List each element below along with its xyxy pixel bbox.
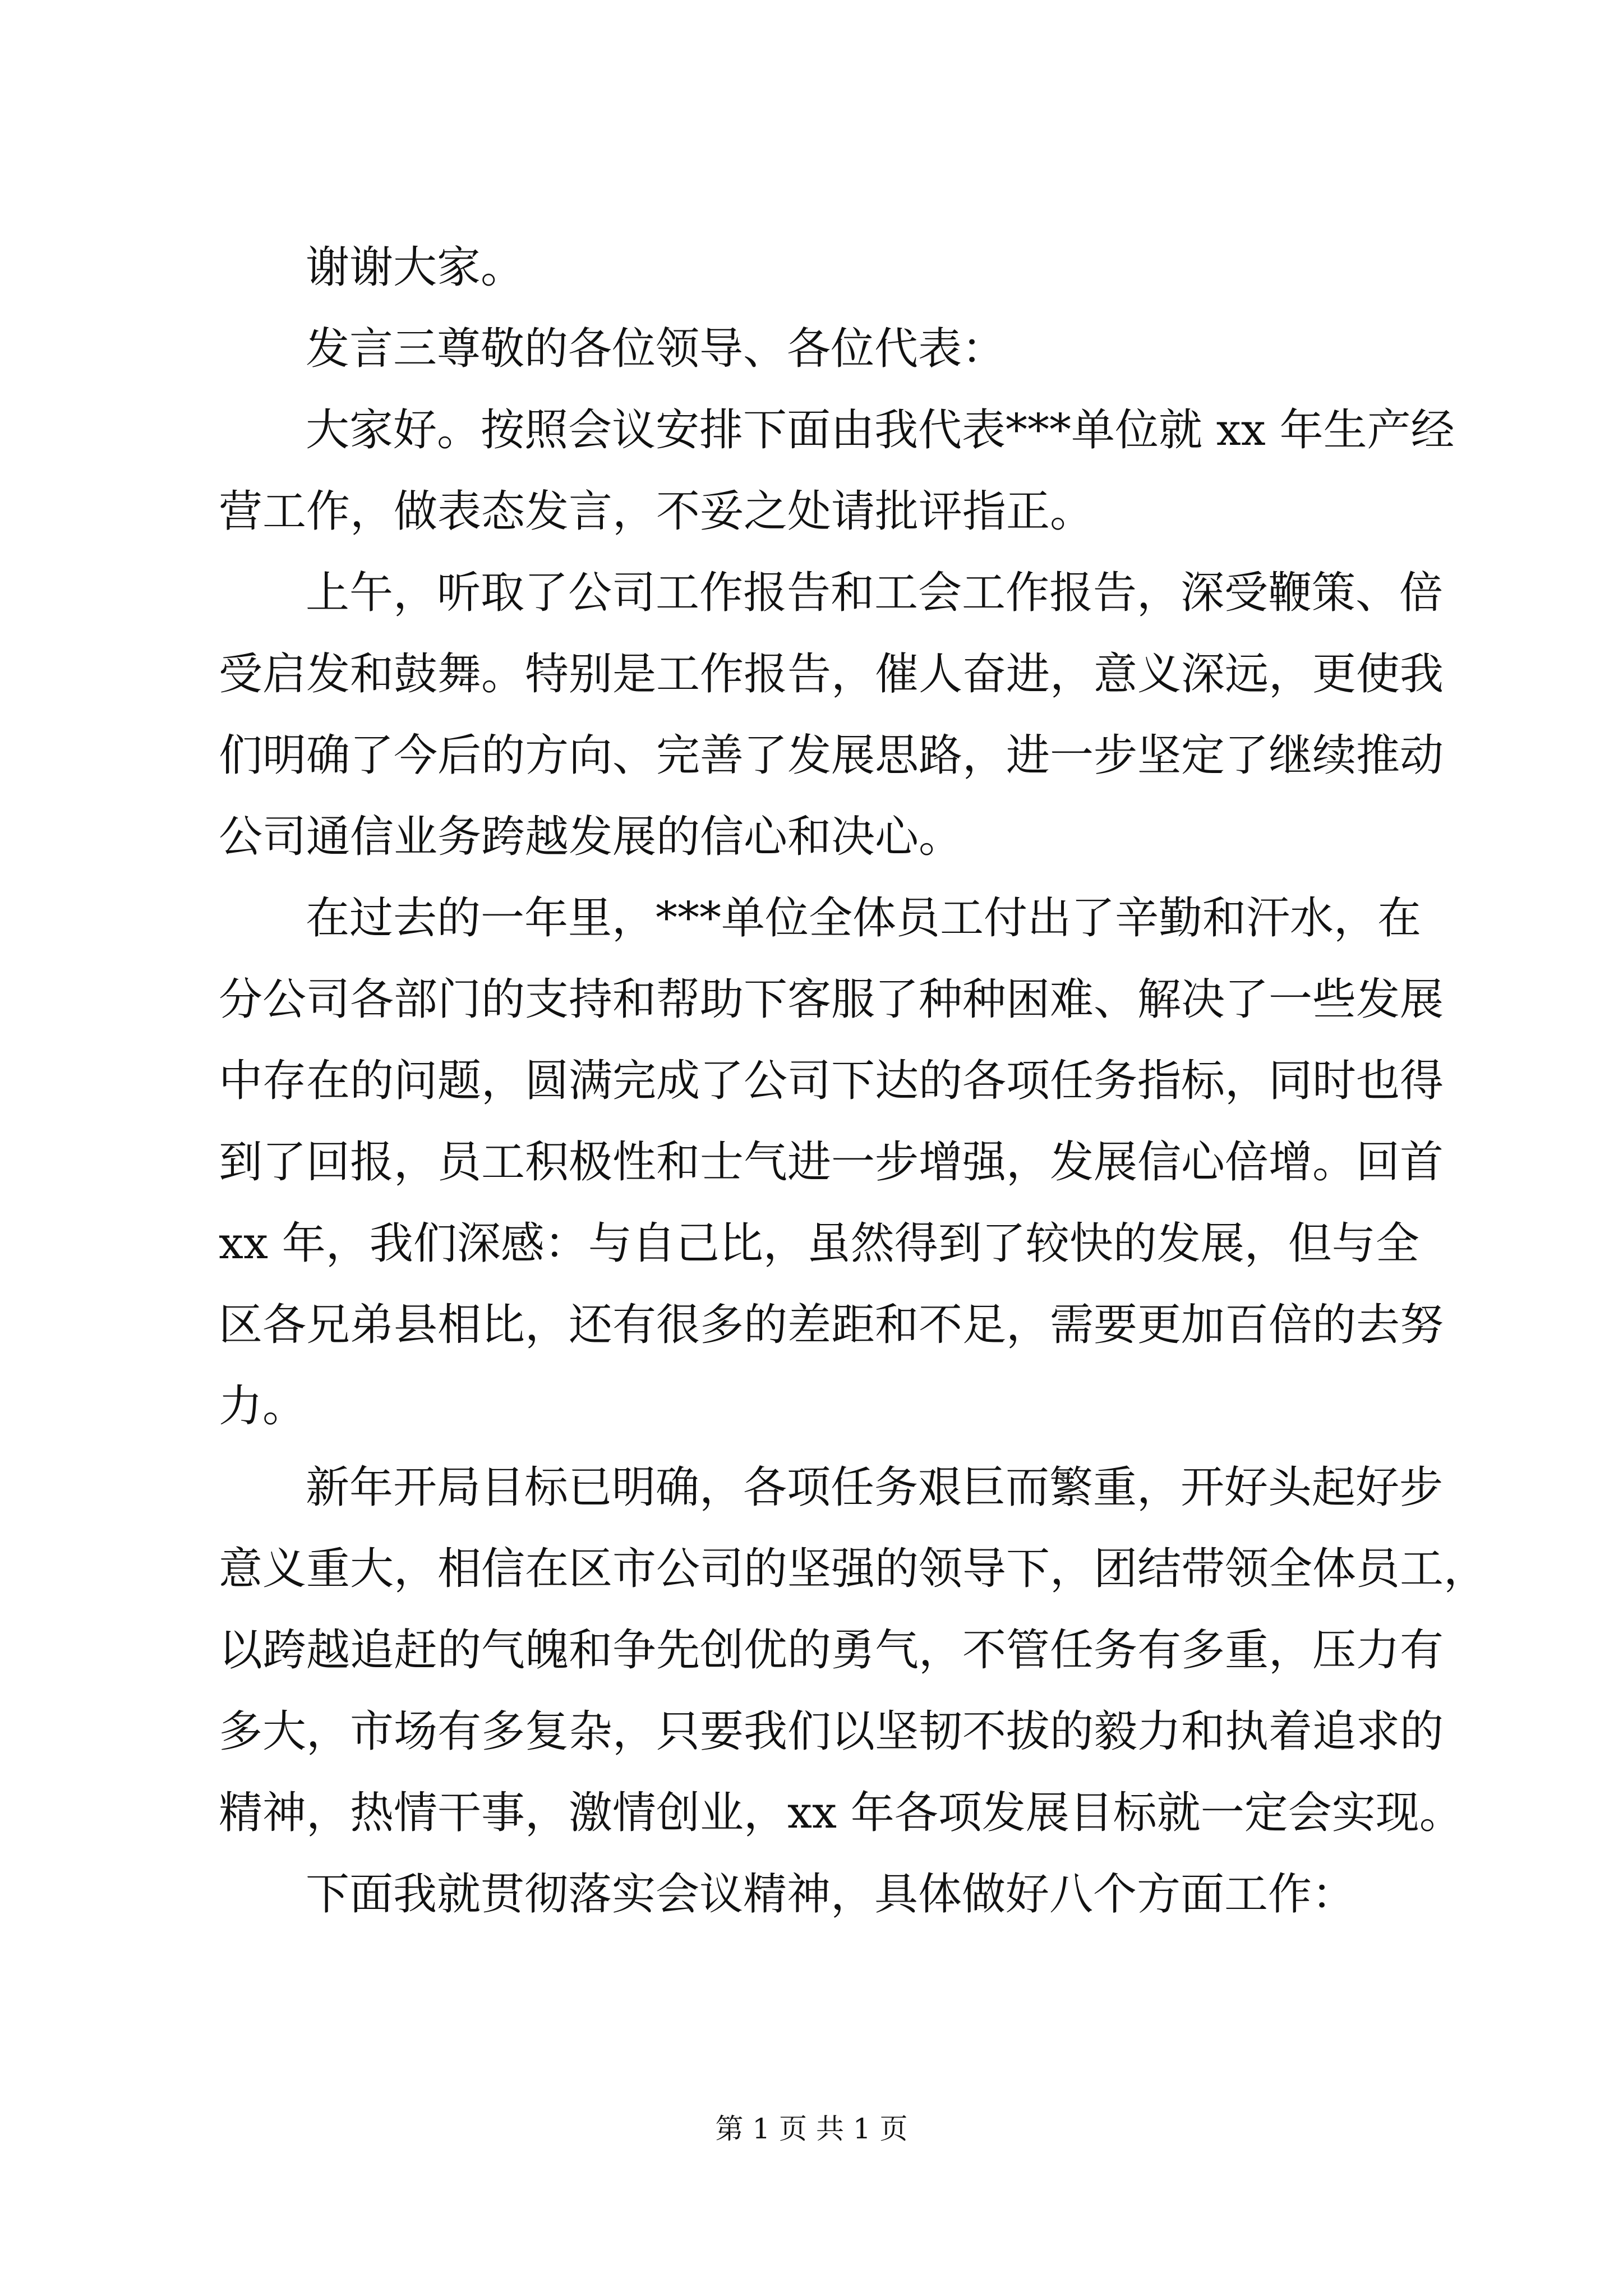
page-footer: 第 1 页 共 1 页: [715, 2113, 908, 2145]
text-line: 下面我就贯彻落实会议精神，具体做好八个方面工作：: [306, 1869, 1356, 1920]
text-line: 发言三尊敬的各位领导、各位代表：: [306, 324, 1006, 374]
text-line: 中存在的问题，圆满完成了公司下达的各项任务指标，同时也得: [219, 1056, 1444, 1106]
text-line: 区各兄弟县相比，还有很多的差距和不足，需要更加百倍的去努: [219, 1300, 1444, 1350]
paragraph-morning-report: [219, 553, 1444, 878]
text-line: 到了回报，员工积极性和士气进一步增强，发展信心倍增。回首: [219, 1137, 1444, 1188]
paragraph-greeting: [219, 390, 1455, 553]
paragraph-past-year: [219, 878, 1444, 1447]
text-line: 们明确了今后的方向、完善了发展思路，进一步坚定了继续推动: [219, 730, 1444, 781]
paragraph-new-year: [219, 1447, 1488, 1854]
text-line: 以跨越追赶的气魄和争先创优的勇气，不管任务有多重，压力有: [219, 1625, 1444, 1676]
text-line: 营工作，做表态发言，不妥之处请批评指正。: [219, 486, 1094, 537]
text-line: 精神，热情干事，激情创业，xx 年各项发展目标就一定会实现。: [219, 1788, 1463, 1838]
text-line: 新年开局目标已明确，各项任务艰巨而繁重，开好头起好步: [306, 1462, 1444, 1513]
document-body: [219, 227, 1488, 1935]
paragraph-salutation: [306, 309, 1419, 390]
paragraph-eight-tasks: [306, 1854, 1419, 1935]
text-line: 谢谢大家。: [306, 242, 525, 293]
paragraph-closing: [306, 227, 1419, 309]
text-line: 在过去的一年里，***单位全体员工付出了辛勤和汗水，在: [306, 893, 1422, 944]
text-line: 上午，听取了公司工作报告和工会工作报告，深受鞭策、倍: [306, 568, 1444, 618]
text-line: 多大，市场有多复杂，只要我们以坚韧不拔的毅力和执着追求的: [219, 1706, 1444, 1757]
text-line: 公司通信业务跨越发展的信心和决心。: [219, 812, 963, 862]
text-line: 受启发和鼓舞。特别是工作报告，催人奋进，意义深远，更使我: [219, 649, 1444, 700]
text-line: xx 年，我们深感：与自己比，虽然得到了较快的发展，但与全: [219, 1218, 1419, 1269]
text-line: 意义重大，相信在区市公司的坚强的领导下，团结带领全体员工，: [219, 1544, 1488, 1594]
text-line: 力。: [219, 1381, 307, 1432]
text-line: 分公司各部门的支持和帮助下客服了种种困难、解决了一些发展: [219, 974, 1444, 1025]
text-line: 大家好。按照会议安排下面由我代表***单位就 xx 年生产经: [306, 405, 1455, 455]
